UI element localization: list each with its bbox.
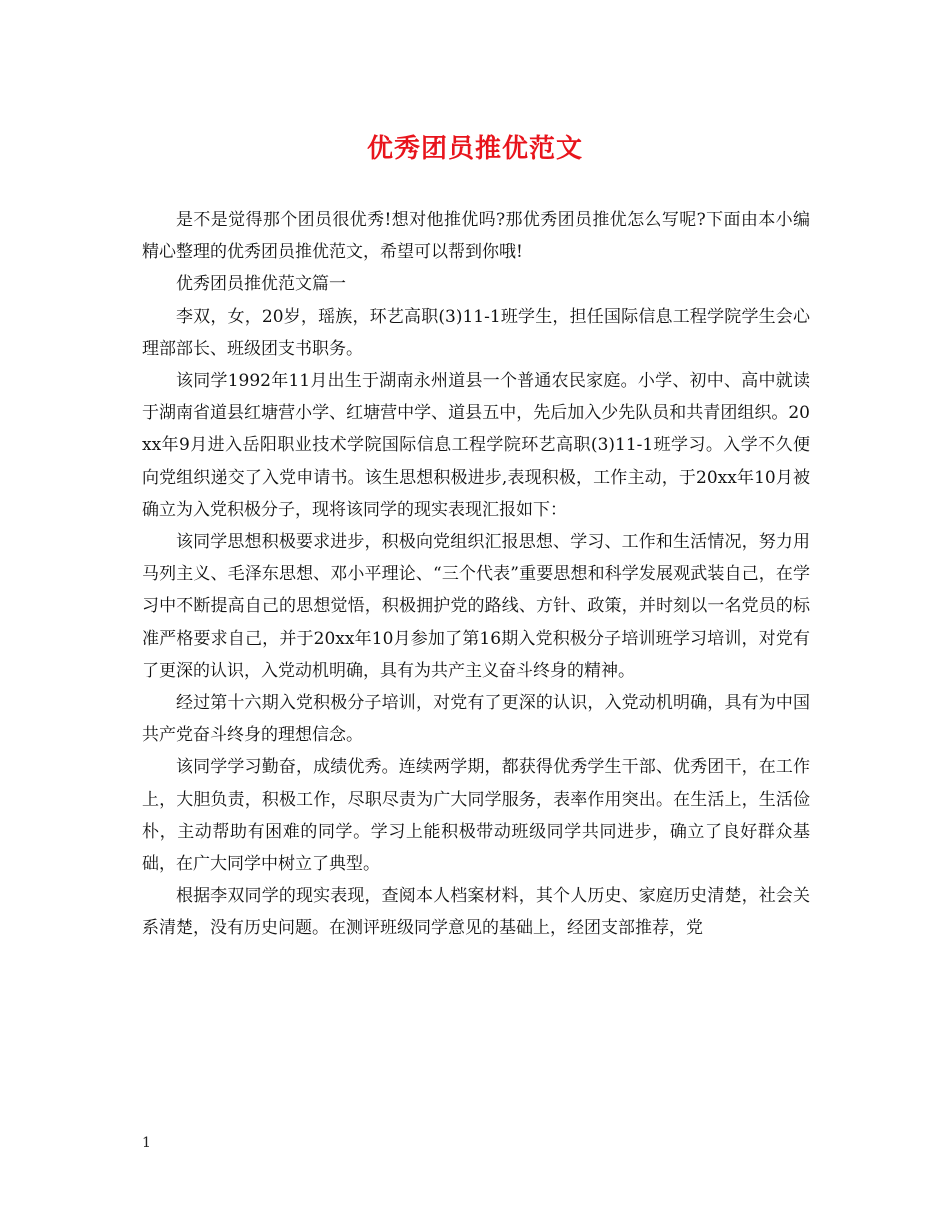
paragraph-conclusion: 根据李双同学的现实表现，查阅本人档案材料，其个人历史、家庭历史清楚，社会关系清楚，没有历史问题。在测评班级同学意见的基础上，经团支部推荐，党 xyxy=(142,886,810,939)
document-body xyxy=(142,204,810,945)
paragraph-intro: 是不是觉得那个团员很优秀!想对他推优吗?那优秀团员推优怎么写呢?下面由本小编精心整理的优秀团员推优范文，希望可以帮到你哦! xyxy=(142,210,810,263)
paragraph-study-work: 该同学学习勤奋，成绩优秀。连续两学期，都获得优秀学生干部、优秀团干，在工作上，大胆负责，积极工作，尽职尽责为广大同学服务，表率作用突出。在生活上，生活俭朴，主动帮助有困难的同学。学习上能积极带动班级同学共同进步，确立了良好群众基础，在广大同学中树立了典型。 xyxy=(142,757,810,875)
paragraph-background: 该同学1992年11月出生于湖南永州道县一个普通农民家庭。小学、初中、高中就读于湖南省道县红塘营小学、红塘营中学、道县五中，先后加入少先队员和共青团组织。20xx年9月进入岳阳职业技术学院国际信息工程学院环艺高职(3)11-1班学习。入学不久便向党组织递交了入党申请书。该生思想积极进步,表现积极，工作主动，于20xx年10月被确立为入党积极分子，现将该同学的现实表现汇报如下： xyxy=(142,371,810,520)
paragraph-training: 经过第十六期入党积极分子培训，对党有了更深的认识，入党动机明确，具有为中国共产党奋斗终身的理想信念。 xyxy=(142,693,810,746)
document-title: 优秀团员推优范文 xyxy=(366,134,583,164)
paragraph-ideology: 该同学思想积极要求进步，积极向党组织汇报思想、学习、工作和生活情况，努力用马列主义、毛泽东思想、邓小平理论、“三个代表”重要思想和科学发展观武装自己，在学习中不断提高自己的思想觉悟，积极拥护党的路线、方针、政策，并时刻以一名党员的标准严格要求自己，并于20xx年10月参加了第16期入党积极分子培训班学习培训，对党有了更深的认识，入党动机明确，具有为共产主义奋斗终身的精神。 xyxy=(142,532,810,681)
paragraph-section-heading: 优秀团员推优范文篇一 xyxy=(176,274,346,295)
paragraph-profile: 李双，女，20岁，瑶族，环艺高职(3)11-1班学生，担任国际信息工程学院学生会心理部部长、班级团支书职务。 xyxy=(142,306,810,359)
page-number: 1 xyxy=(142,1135,151,1151)
